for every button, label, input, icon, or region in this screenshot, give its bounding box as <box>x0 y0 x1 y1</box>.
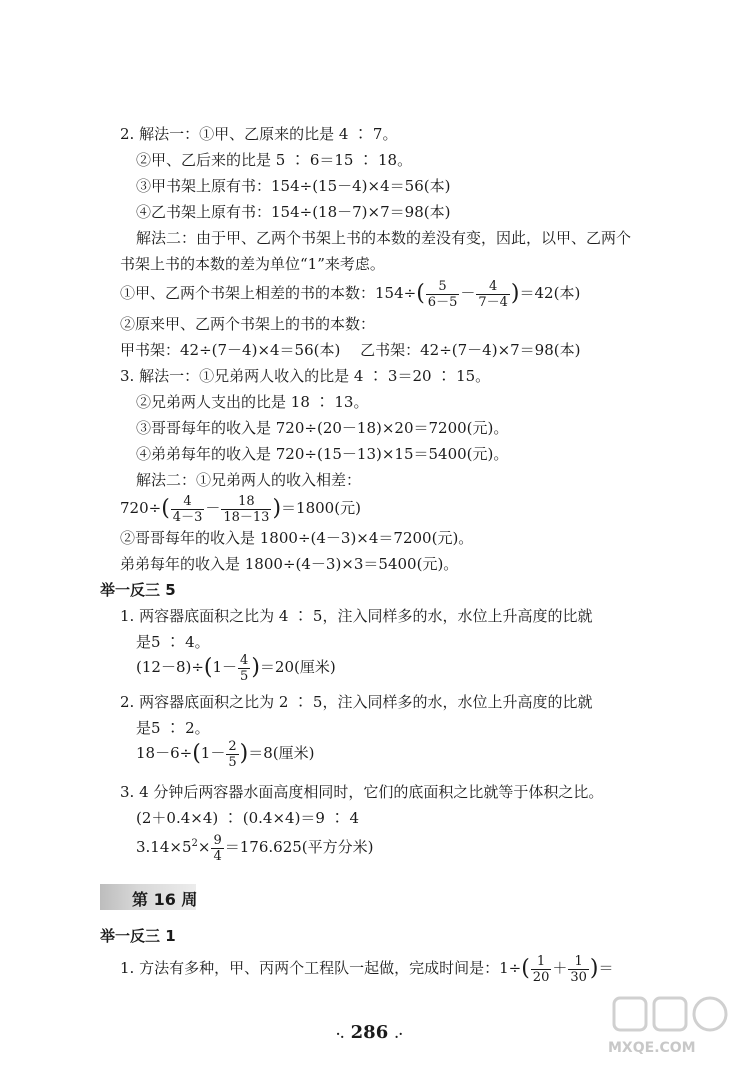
formula-prefix: 720÷ <box>120 499 162 517</box>
fraction-4-over-5: $\frac{4}{5}$ <box>240 652 249 684</box>
week-title: 第 16 周 <box>132 890 198 909</box>
solution-3-line-7: ②哥哥每年的收入是 1800÷(4－3)×4＝7200(元)。 <box>120 529 474 547</box>
dots-left-icon: ·. <box>336 1027 345 1041</box>
section-5-q2-formula: 18－6÷(1－ $\frac{2}{5}$ )＝8(厘米) <box>136 738 315 770</box>
solution-2-formula-line: ①甲、乙两个书架上相差的书的本数：154÷( $\frac{5}{6-5}$ － $\frac{4}{7-4}$ )＝42(本) <box>120 278 581 310</box>
dots-right-icon: .· <box>394 1027 403 1041</box>
open-paren: ( <box>161 496 170 521</box>
section-5-q1-formula: (12－8)÷(1－ $\frac{4}{5}$ )＝20(厘米) <box>136 652 336 684</box>
open-paren: ( <box>192 741 201 766</box>
fraction-5-over-6-5: $\frac{5}{6-5}$ <box>427 278 458 310</box>
open-paren: ( <box>521 956 530 981</box>
section-heading-1: 举一反三 1 <box>100 927 176 945</box>
watermark-text: MXQE.COM <box>608 1040 696 1056</box>
formula-result: ＝1800(元) <box>281 499 361 517</box>
section-heading-5: 举一反三 5 <box>100 581 176 599</box>
solution-3-line-8: 弟弟每年的收入是 1800÷(4－3)×3＝5400(元)。 <box>120 555 459 573</box>
close-paren: ) <box>589 956 599 981</box>
section-1-q1-line: 1. 方法有多种，甲、丙两个工程队一起做，完成时间是：1÷( $\frac{1}{20}$ ＋ $\frac{1}{30}$ )＝ <box>120 953 614 985</box>
section-5-q1-line-2: 是5 ∶ 4。 <box>136 633 210 651</box>
fraction-2-over-5: $\frac{2}{5}$ <box>228 738 237 770</box>
solution-2-line-8: ②原来甲、乙两个书架上的书的本数： <box>120 315 376 333</box>
close-paren: ) <box>239 741 249 766</box>
solution-2-line-9: 甲书架：42÷(7－4)×4＝56(本) 乙书架：42÷(7－4)×7＝98(本) <box>120 341 581 359</box>
fraction-18-over-18-13: $\frac{18}{18-13}$ <box>223 493 270 525</box>
solution-2-line-6: 书架上书的本数的差为单位“1”来考虑。 <box>120 255 385 273</box>
fraction-4-over-7-4: $\frac{4}{7-4}$ <box>478 278 508 310</box>
solution-2-line-5: 解法二：由于甲、乙两个书架上书的本数的差没有变，因此，以甲、乙两个 <box>136 229 632 247</box>
formula-prefix: ①甲、乙两个书架上相差的书的本数：154÷ <box>120 284 417 302</box>
section-5-q3-line-2: (2＋0.4×4) ∶ (0.4×4)＝9 ∶ 4 <box>136 809 360 827</box>
open-paren: ( <box>416 281 425 306</box>
solution-3-line-3: ③哥哥每年的收入是 720÷(20－18)×20＝7200(元)。 <box>136 419 509 437</box>
fraction-4-over-4-3: $\frac{4}{4-3}$ <box>172 493 203 525</box>
solution-3-line-2: ②兄弟两人支出的比是 18 ∶ 13。 <box>136 393 369 411</box>
fraction-9-over-4: $\frac{9}{4}$ <box>213 832 222 864</box>
watermark-logo-icon <box>612 994 732 1034</box>
formula-result: ＝42(本) <box>519 284 581 302</box>
close-paren: ) <box>510 281 520 306</box>
solution-3-line-1: 3. 解法一：①兄弟两人收入的比是 4 ∶ 3＝20 ∶ 15。 <box>120 367 491 385</box>
open-paren: ( <box>203 655 213 680</box>
fraction-1-over-20: $\frac{1}{20}$ <box>532 953 550 985</box>
section-5-q2-line-1: 2. 两容器底面积之比为 2 ∶ 5，注入同样多的水，水位上升高度的比就 <box>120 693 593 711</box>
solution-3-line-5: 解法二：①兄弟两人的收入相差： <box>136 471 362 489</box>
solution-3-formula-line: 720÷( $\frac{4}{4-3}$ － $\frac{18}{18-13}$ )＝1800(元) <box>120 493 361 525</box>
close-paren: ) <box>272 496 282 521</box>
section-5-q3-formula: $3.14\times 5^2\times$ $\frac{9}{4}$ ＝176.625(平方分米) <box>136 832 374 864</box>
solution-2-line-2: ②甲、乙后来的比是 5 ∶ 6＝15 ∶ 18。 <box>136 151 413 169</box>
solution-2-line-3: ③甲书架上原有书：154÷(15－4)×4＝56(本) <box>136 177 451 195</box>
close-paren: ) <box>251 655 260 680</box>
solution-2-line-4: ④乙书架上原有书：154÷(18－7)×7＝98(本) <box>136 203 451 221</box>
section-5-q3-line-1: 3. 4 分钟后两容器水面高度相同时，它们的底面积之比就等于体积之比。 <box>120 783 604 801</box>
solution-2-line-1: 2. 解法一：①甲、乙原来的比是 4 ∶ 7。 <box>120 125 398 143</box>
page-number: ·. 286 .· <box>336 1022 403 1043</box>
section-5-q1-line-1: 1. 两容器底面积之比为 4 ∶ 5，注入同样多的水，水位上升高度的比就 <box>120 607 593 625</box>
solution-3-line-4: ④弟弟每年的收入是 720÷(15－13)×15＝5400(元)。 <box>136 445 509 463</box>
section-5-q2-line-2: 是5 ∶ 2。 <box>136 719 210 737</box>
fraction-1-over-30: $\frac{1}{30}$ <box>570 953 587 985</box>
